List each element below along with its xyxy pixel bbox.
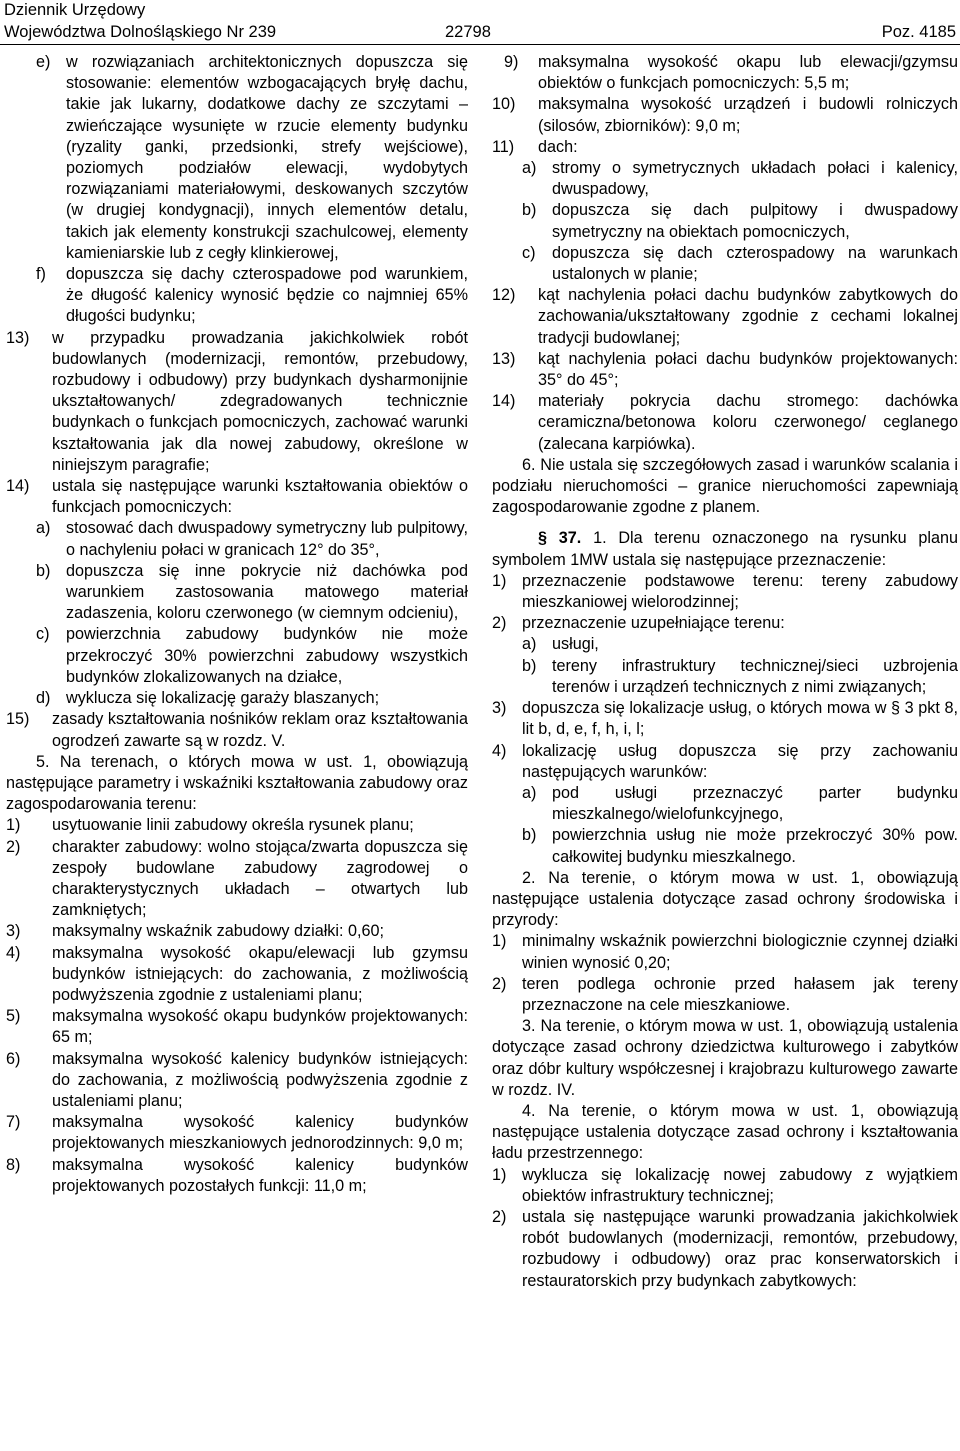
item-label: 2) <box>492 974 507 993</box>
journal-title: Dziennik Urzędowy <box>4 1 146 19</box>
list-item <box>492 391 958 455</box>
item-label: 2) <box>6 837 21 856</box>
list-item <box>492 656 958 698</box>
item-label: 2) <box>492 614 507 633</box>
item-label: 1) <box>492 571 507 590</box>
list-item <box>6 943 468 1007</box>
item-text: dopuszcza się dachy czterospadowe pod warunkiem, że długość kalenicy wynosić będzie co najmniej 65% długości budynku; <box>66 265 468 326</box>
item-label: c) <box>36 625 50 644</box>
item-label: f) <box>36 265 46 284</box>
item-text: powierzchnia zabudowy budynków nie może przekroczyć 30% powierzchni zabudowy wszystkich budynków zlokalizowanych na działce, <box>66 625 468 686</box>
item-label: 10) <box>492 95 516 114</box>
item-label: e) <box>36 53 51 71</box>
item-label: a) <box>36 519 51 538</box>
list-item <box>492 52 958 94</box>
item-text: maksymalna wysokość kalenicy budynków projektowanych mieszkaniowych jednorodzinnych: 9,0 m; <box>52 1113 468 1153</box>
item-label: 1) <box>492 932 507 951</box>
position-number: Poz. 4185 <box>881 23 956 41</box>
item-label: 6) <box>6 1049 21 1068</box>
item-label: b) <box>522 826 537 845</box>
list-item <box>6 52 468 264</box>
item-label: 12) <box>492 286 516 305</box>
paragraph: 5. Na terenach, o których mowa w ust. 1, obowiązują następujące parametry i wskaźniki kształtowania zabudowy oraz zagospodarowania terenu: <box>6 752 468 814</box>
item-text: minimalny wskaźnik powierzchni biologicznie czynnej działki winien wynosić 0,20; <box>522 932 958 972</box>
list-item <box>6 1006 468 1048</box>
list-item <box>6 1049 468 1113</box>
item-text: maksymalna wysokość okapu budynków projektowanych: 65 m; <box>52 1007 468 1047</box>
list-item <box>6 476 468 518</box>
item-label: 7) <box>6 1113 21 1132</box>
item-text: w przypadku prowadzania jakichkolwiek robót budowlanych (modernizacji, remontów, przebudowy, rozbudowy i odbudowy) przy budynkach dysharmonijnie ukształtowanych/ zdegradowanych technicznie budynkach o funkcjach pomocniczych, zachować warunki kształtowania jak dla nowej zabudowy, określone w niniejszym paragrafie; <box>52 328 468 474</box>
list-item <box>492 613 958 634</box>
item-text: przeznaczenie podstawowe terenu: tereny zabudowy mieszkaniowej wielorodzinnej; <box>522 571 958 612</box>
item-label: a) <box>522 783 537 802</box>
item-text: maksymalna wysokość urządzeń i budowli rolniczych (silosów, zbiorników): 9,0 m; <box>538 95 958 135</box>
item-label: b) <box>36 561 51 580</box>
item-label: a) <box>522 159 537 178</box>
item-text: ustala się następujące warunki kształtowania obiektów o funkcjach pomocniczych: <box>52 477 468 517</box>
list-item <box>6 328 468 476</box>
item-label: c) <box>522 243 536 262</box>
item-text: charakter zabudowy: wolno stojąca/zwarta dopuszcza się zespoły budowlane zabudowy zagrodowej o charakterystycznych układach – otwartych lub zamkniętych; <box>52 837 468 920</box>
item-text: powierzchnia usług nie może przekroczyć 30% pow. całkowitej budynku mieszkalnego. <box>552 826 958 866</box>
item-text: usytuowanie linii zabudowy określa rysunek planu; <box>52 816 414 835</box>
list-item <box>492 200 958 242</box>
item-text: maksymalna wysokość kalenicy budynków istniejących: do zachowania, z możliwością podwyższenia zgodnie z ustaleniami planu; <box>52 1049 468 1110</box>
item-label: 1) <box>492 1165 507 1184</box>
item-text: lokalizację usług dopuszcza się przy zachowaniu następujących warunków: <box>522 741 958 781</box>
item-text: dopuszcza się dach pulpitowy i dwuspadowy symetryczny na obiektach pomocniczych, <box>552 201 958 241</box>
list-item <box>6 624 468 688</box>
list-item <box>492 285 958 349</box>
list-item <box>492 571 958 613</box>
item-text: maksymalna wysokość okapu lub elewacji/gzymsu obiektów o funkcjach pomocniczych: 5,5 m; <box>538 53 958 93</box>
item-label: 1) <box>6 816 21 835</box>
item-label: a) <box>522 635 537 654</box>
item-text: maksymalna wysokość kalenicy budynków projektowanych pozostałych funkcji: 11,0 m; <box>52 1155 468 1195</box>
item-text: dopuszcza się dach czterospadowy na warunkach ustalonych w planie; <box>552 243 958 284</box>
item-text: przeznaczenie uzupełniające terenu: <box>522 614 785 633</box>
list-item <box>6 1155 468 1197</box>
section-gap <box>492 518 958 528</box>
list-item <box>492 158 958 200</box>
item-label: 9) <box>504 53 519 71</box>
item-text: ustala się następujące warunki prowadzania jakichkolwiek robót budowlanych (modernizacji, remontów, przebudowy, rozbudowy i odbudowy) oraz prac konserwatorskich i restauratorskich przy budynkach zabytkowych: <box>522 1207 958 1290</box>
list-item <box>492 825 958 867</box>
list-item <box>492 974 958 1016</box>
section-mark: § 37. <box>538 529 582 548</box>
item-text: kąt nachylenia połaci dachu budynków projektowanych: 35° do 45°; <box>538 349 958 390</box>
list-item <box>492 741 958 783</box>
item-label: 3) <box>6 922 21 941</box>
item-text: wyklucza się lokalizację garaży blaszanych; <box>66 689 380 708</box>
item-text: wyklucza się lokalizację nowej zabudowy z wyjątkiem obiektów infrastruktury technicznej; <box>522 1165 958 1205</box>
item-label: b) <box>522 656 537 675</box>
item-text: maksymalna wysokość okapu/elewacji lub gzymsu budynków istniejących: do zachowania, z możliwością podwyższenia zgodnie z ustaleniami planu; <box>52 943 468 1004</box>
list-item <box>492 698 958 740</box>
item-text: usługi, <box>552 635 599 654</box>
list-item <box>492 349 958 391</box>
item-text: kąt nachylenia połaci dachu budynków zabytkowych do zachowania/ukształtowany zgodnie z cechami lokalnej tradycji budowlanej; <box>538 286 958 347</box>
item-text: w rozwiązaniach architektonicznych dopuszcza się stosowanie: elementów wzbogacających bryłę dachu, takie jak lukarny, dodatkowe dachy ze szczytami – zwieńczające wysunięte w rzucie elementy budynku (ryzality ganki, przedsionki, strefy wejściowe), poziomych podziałów elewacji, wydobytych rozwiązaniami materiałowymi, deskowanych szczytów (w drugiej kondygnacji), innych elementów detalu, takich jak elementy konstrukcji szachulcowej, elementy kamieniarskie lub z cegły klinkierowej, <box>66 53 468 262</box>
list-item <box>492 1165 958 1207</box>
item-text: dach: <box>538 137 578 156</box>
item-label: 14) <box>492 392 516 411</box>
list-item <box>6 561 468 625</box>
section-text: 1. Dla terenu oznaczonego na rysunku planu symbolem 1MW ustala się następujące przeznaczenie: <box>492 529 958 569</box>
list-item <box>6 837 468 922</box>
list-item <box>492 1207 958 1292</box>
paragraph: 4. Na terenie, o którym mowa w ust. 1, obowiązują następujące ustalenia dotyczące zasad ochrony i kształtowania ładu przestrzennego: <box>492 1101 958 1163</box>
item-label: 4) <box>6 943 21 962</box>
list-item <box>6 518 468 560</box>
item-label: 2) <box>492 1207 507 1226</box>
list-item <box>6 1112 468 1154</box>
item-text: stromy o symetrycznych układach połaci i kalenicy, dwuspadowy, <box>552 159 958 199</box>
item-text: materiały pokrycia dachu stromego: dachówka ceramiczna/betonowa koloru czerwonego/ ceglanego (zalecana karpiówka). <box>538 392 958 453</box>
item-label: 13) <box>6 328 30 347</box>
item-text: dopuszcza się lokalizacje usług, o których mowa w § 3 pkt 8, lit b, d, e, f, h, i, l; <box>522 699 958 739</box>
list-item <box>6 688 468 709</box>
item-label: 4) <box>492 741 507 760</box>
list-item <box>6 709 468 751</box>
item-text: stosować dach dwuspadowy symetryczny lub pulpitowy, o nachyleniu połaci w granicach 12° do 35°, <box>66 519 468 559</box>
left-column <box>6 52 468 1197</box>
item-label: 11) <box>492 137 515 156</box>
page-header <box>4 0 956 46</box>
header-rule <box>0 44 960 45</box>
right-column <box>492 52 958 1292</box>
issue-title: Województwa Dolnośląskiego Nr 239 <box>4 23 277 41</box>
list-item <box>492 137 958 158</box>
list-item <box>492 243 958 285</box>
item-text: maksymalny wskaźnik zabudowy działki: 0,60; <box>52 922 384 941</box>
list-item <box>492 94 958 136</box>
item-label: b) <box>522 201 537 220</box>
item-label: 8) <box>6 1155 21 1174</box>
item-label: 13) <box>492 349 516 368</box>
list-item <box>6 264 468 328</box>
list-item <box>6 815 468 836</box>
list-item <box>492 634 958 655</box>
item-text: teren podlega ochronie przed hałasem jak tereny przeznaczone na cele mieszkaniowe. <box>522 974 958 1014</box>
item-label: 3) <box>492 699 507 718</box>
item-text: zasady kształtowania nośników reklam oraz kształtowania ogrodzeń zawarte są w rozdz. V. <box>52 710 468 750</box>
item-text: pod usługi przeznaczyć parter budynku mieszkalnego/wielofunkcyjnego, <box>552 783 958 824</box>
paragraph: 3. Na terenie, o którym mowa w ust. 1, obowiązują ustalenia dotyczące zasad ochrony dziedzictwa kulturowego i zabytków oraz dóbr kultury współczesnej i krajobrazu kulturowego zawarte w rozdz. IV. <box>492 1017 958 1099</box>
list-item <box>6 921 468 942</box>
item-label: 5) <box>6 1007 21 1026</box>
item-text: tereny infrastruktury technicznej/sieci uzbrojenia terenów i urządzeń technicznych z nimi związanych; <box>552 656 958 696</box>
paragraph: 2. Na terenie, o którym mowa w ust. 1, obowiązują następujące ustalenia dotyczące zasad ochrony środowiska i przyrody: <box>492 868 958 930</box>
list-item <box>492 783 958 825</box>
list-item <box>492 931 958 973</box>
page-number: 22798 <box>445 23 491 41</box>
item-label: d) <box>36 689 51 708</box>
section-37-intro <box>492 528 958 570</box>
paragraph: 6. Nie ustala się szczegółowych zasad i warunków scalania i podziału nieruchomości – granice nieruchomości zapewniają zagospodarowanie zgodne z planem. <box>492 455 958 517</box>
item-text: dopuszcza się inne pokrycie niż dachówka pod warunkiem zastosowania matowego materiał zadaszenia, koloru czerwonego (w ciemnym odcieniu), <box>66 561 468 623</box>
item-label: 15) <box>6 710 30 729</box>
item-label: 14) <box>6 477 30 496</box>
